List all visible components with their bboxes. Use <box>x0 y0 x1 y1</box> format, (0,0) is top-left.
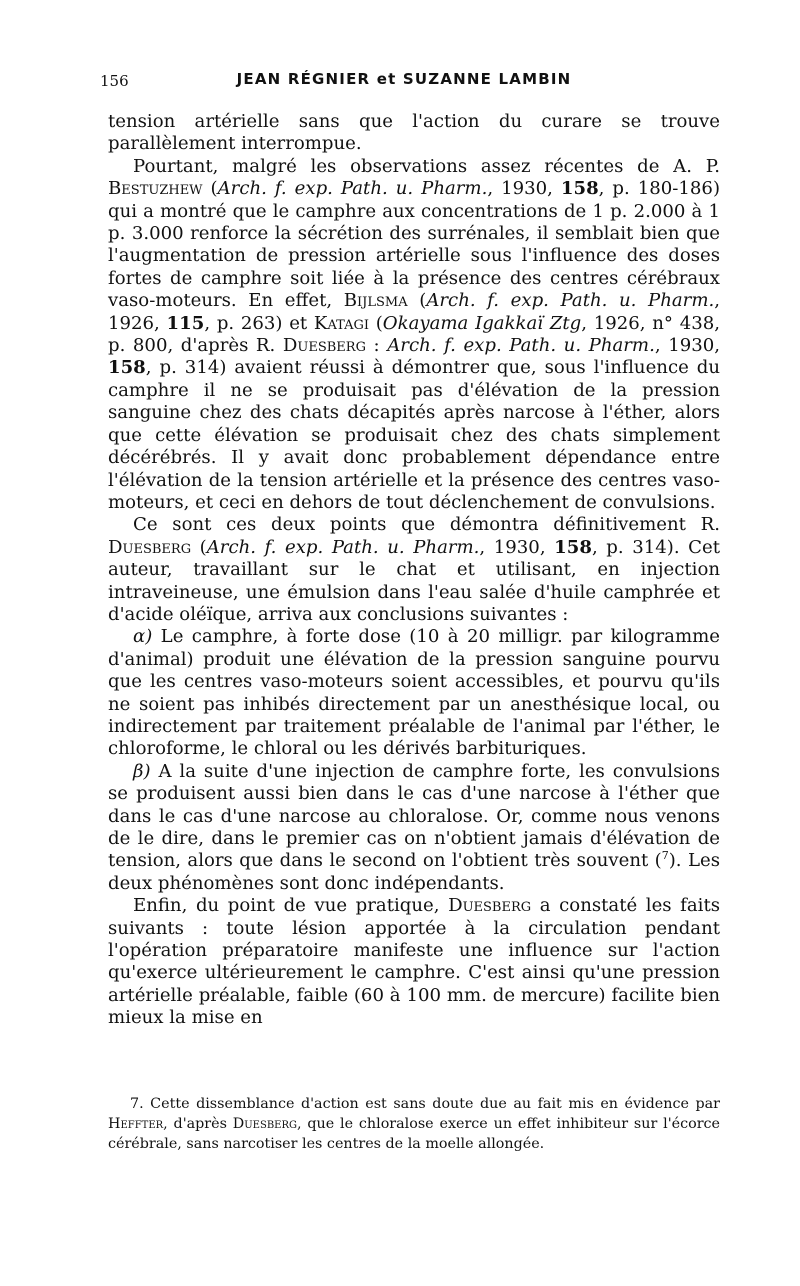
author-name: Bestuzhew <box>108 178 203 200</box>
paragraph-1-text: tension artérielle sans que l'action du curare se trouve parallèlement interrompue. <box>108 111 720 155</box>
paragraph-3 <box>108 514 720 626</box>
list-marker: β) <box>133 760 151 782</box>
volume-number: 158 <box>108 357 146 379</box>
main-text <box>108 111 720 1030</box>
author-name: Duesberg <box>108 536 192 558</box>
volume-number: 115 <box>166 312 205 334</box>
text-run: , p. 180-186) qui a montré que le camphre aux concentrations de 1 p. 2.000 à 1 p. 3.000 renforce la sécrétion des surrénales, il semblait bien que l'augmentation de pression artérielle sous l'influence des doses fortes de camphre soit liée à la présence des centres cérébraux vaso-moteurs. En effet, <box>108 178 721 312</box>
text-run: , 1926, n° 438, p. 800, d'après R. <box>108 312 720 357</box>
author-name: Bijlsma <box>343 290 408 312</box>
paragraph-2 <box>108 156 720 515</box>
author-name: Heffter <box>108 1116 164 1132</box>
footnote-reference[interactable]: 7 <box>661 849 669 863</box>
text-run: A la suite d'une injection de camphre forte, les convulsions se produisent aussi bien dans le cas d'une narcose à l'éther que dans le cas d'une narcose au chloralose. Or, comme nous venons de le dire, dans le premier cas on n'obtient jamais d'élévation de tension, alors que dans le second on l'obtient très souvent ( <box>108 760 720 872</box>
text-run: ( <box>407 290 427 312</box>
journal-name: Arch. f. exp. Path. u. Pharm. <box>217 178 488 200</box>
text-run: : <box>365 335 388 357</box>
author-name: Duesberg <box>448 895 532 917</box>
text-run: , d'après <box>163 1116 233 1132</box>
text-run: 7. Cette dissemblance d'action est sans doute due au fait mis en évidence par <box>130 1096 720 1112</box>
volume-number: 158 <box>560 178 599 200</box>
text-run: , p. 263) et <box>204 312 314 334</box>
text-run: , 1930, <box>479 536 555 558</box>
footnote <box>108 1094 720 1154</box>
text-run: , p. 314) avaient réussi à démontrer que, sous l'influence du camphre il ne se produisait pas d'élévation de la pression sanguine chez des chats décapités après narcose à l'éther, alors que cette élévation se produisait chez des chats simplement décérébrés. Il y avait donc probablement dépendance entre l'élévation de la tension artérielle et la présence des centres vaso-moteurs, et ceci en dehors de tout déclenchement de convulsions. <box>108 357 720 513</box>
author-name: Katagi <box>313 312 369 334</box>
text-run: Enfin, du point de vue pratique, <box>133 895 449 917</box>
paragraph-6 <box>108 895 720 1029</box>
running-header <box>100 70 708 94</box>
text-run: , 1926, <box>108 290 720 334</box>
text-run: Pourtant, malgré les observations assez récentes de A. P. <box>133 155 720 177</box>
text-run: a constaté les faits suivants : toute lésion apportée à la circulation pendant l'opération préparatoire manifeste une influence sur l'action qu'exerce ultérieurement le camphre. C'est ainsi qu'une pression artérielle préalable, faible (60 à 100 mm. de mercure) facilite bien mieux la mise en <box>108 895 720 1029</box>
paragraph-beta <box>108 761 720 895</box>
running-title: JEAN RÉGNIER et SUZANNE LAMBIN <box>236 70 572 88</box>
author-name: Duesberg <box>282 335 366 357</box>
paragraph-alpha <box>108 626 720 760</box>
text-run: , que le chloralose exerce un effet inhibiteur sur l'écorce cérébrale, sans narcotiser les centres de la moelle allongée. <box>108 1116 720 1152</box>
text-run: Le camphre, à forte dose (10 à 20 milligr. par kilogramme d'animal) produit une élévation de la pression sanguine pourvu que les centres vaso-moteurs soient accessibles, et pourvu qu'ils ne soient pas inhibés directement par un anesthésique local, ou indirectement par traitement préalable de l'animal par l'éther, le chloroforme, le chloral ou les dérivés barbituriques. <box>108 626 720 760</box>
text-run: ( <box>202 178 218 200</box>
text-run: , 1930, <box>487 178 561 200</box>
text-run: ( <box>369 312 383 334</box>
volume-number: 158 <box>554 536 592 558</box>
list-marker: α) <box>133 626 153 648</box>
text-run: ( <box>191 536 207 558</box>
journal-name: Arch. f. exp. Path. u. Pharm. <box>387 335 655 357</box>
paragraph-1 <box>108 111 720 156</box>
text-run: , 1930, <box>654 335 720 357</box>
journal-name: Arch. f. exp. Path. u. Pharm. <box>426 290 715 312</box>
journal-name: Okayama Igakkaï Ztg <box>382 312 582 334</box>
text-run: ). Les deux phénomènes sont donc indépendants. <box>108 850 720 894</box>
text-run: , p. 314). Cet auteur, travaillant sur le chat et utilisant, en injection intraveineuse, une émulsion dans l'eau salée d'huile camphrée et d'acide oléïque, arriva aux conclusions suivantes : <box>108 536 720 625</box>
journal-name: Arch. f. exp. Path. u. Pharm. <box>206 536 480 558</box>
footnote-7 <box>108 1094 720 1154</box>
text-run: Ce sont ces deux points que démontra définitivement R. <box>133 514 720 536</box>
page-number: 156 <box>100 72 129 90</box>
author-name: Duesberg <box>232 1116 297 1132</box>
